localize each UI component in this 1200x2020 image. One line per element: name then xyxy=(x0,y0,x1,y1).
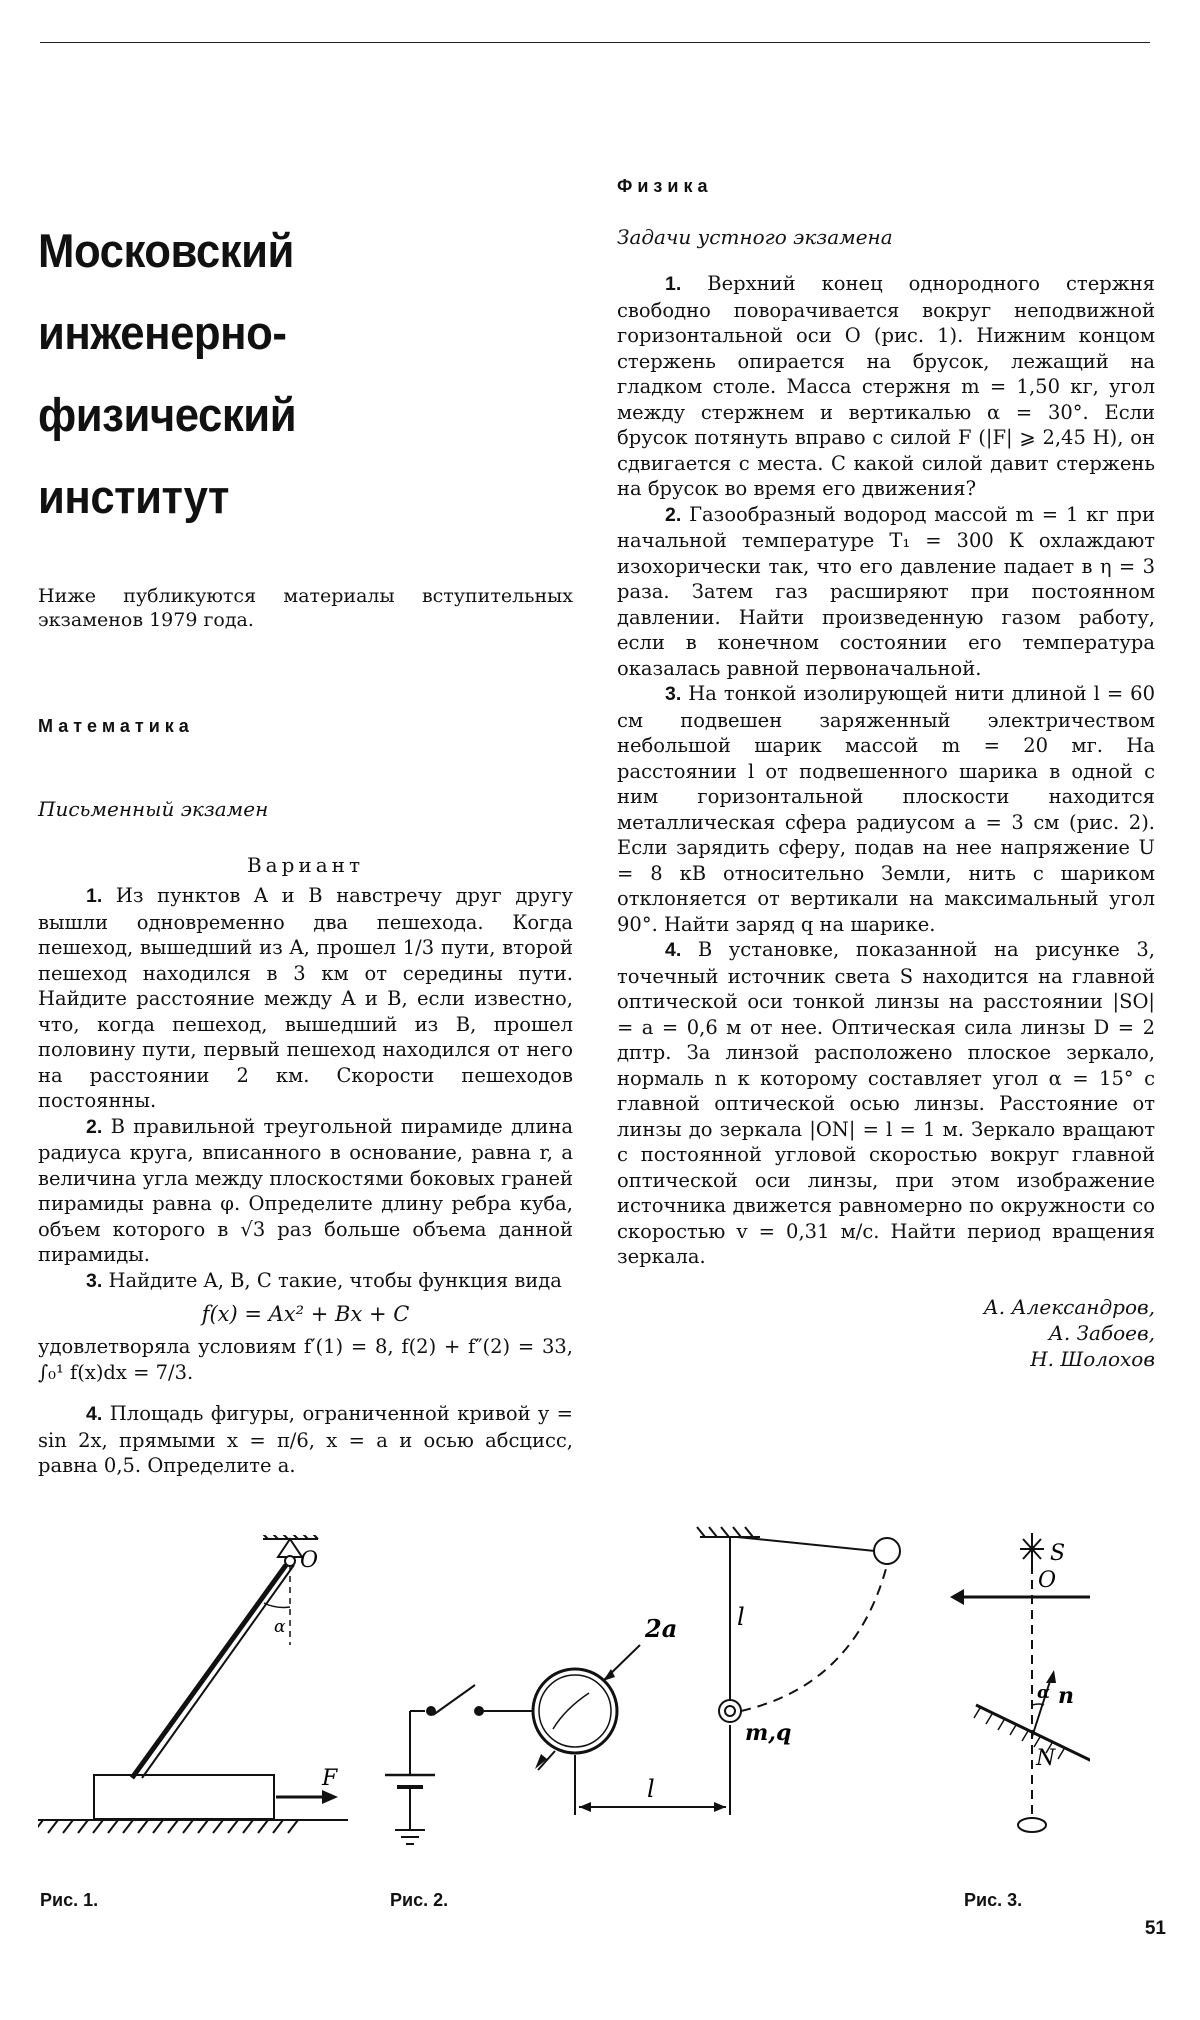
problem-text: Верхний конец однородного стержня свободно поворачивается вокруг неподвижной горизонтальной оси O (рис. 1). Нижним концом стержень опирается на брусок, лежащий на гладком столе. Масса стержня m = 1,50 кг, угол между стержнем и вертикалью α = 30°. Если брусок потянуть вправо с силой F (|F| ⩾ 2,45 Н), он сдвигается с места. С какой силой давит стержень на брусок во время его движения? xyxy=(617,272,1155,500)
problem-text: Площадь фигуры, ограниченной кривой y = sin 2x, прямыми x = π/6, x = a и осью абсцисс, равна 0,5. Определите a. xyxy=(38,1402,573,1477)
deflected-thread xyxy=(737,1537,875,1551)
right-column xyxy=(617,176,1155,1372)
label-O: O xyxy=(1038,1568,1057,1593)
label-mq: m,q xyxy=(745,1720,792,1746)
charged-ball xyxy=(719,1700,741,1722)
problem-number: 1. xyxy=(86,885,103,907)
author-1: А. Александров, xyxy=(983,1294,1155,1319)
problem-text: Газообразный водород массой m = 1 кг при начальной температуре T₁ = 300 К охлаждают изохорически так, что его давление падает в η = 3 раза. Затем газ расширяют при постоянном давлении. Найти произведенную газом работу, если в конечном состоянии его температура оказалась равной первоначальной. xyxy=(617,502,1155,680)
switch xyxy=(433,1685,475,1715)
problem-number: 2. xyxy=(86,1115,103,1138)
math-problem-1 xyxy=(38,883,573,1114)
label-l-vertical: l xyxy=(737,1603,745,1631)
problem-number: 4. xyxy=(86,1403,103,1425)
label-alpha: α xyxy=(1037,1683,1051,1703)
problem-text: В правильной треугольной пирамиде длина радиуса круга, вписанного в основание, равна r, а величина угла между плоскостями боковых граней пирамиды равна φ. Определите длину ребра куба, объем которого в √3 раз больше объема данной пирамиды. xyxy=(38,1114,573,1266)
problem-number: 3. xyxy=(665,683,682,705)
figure-2-caption: Рис. 2. xyxy=(390,1890,449,1910)
figure-3 xyxy=(940,1525,1090,1855)
figure-1 xyxy=(38,1535,358,1860)
math-problem-3 xyxy=(38,1268,573,1295)
problem-number: 3. xyxy=(86,1269,103,1292)
math-problem-3-conditions: удовлетворяла условиям f′(1) = 8, f(2) + f″(2) = 33, ∫₀¹ f(x)dx = 7/3. xyxy=(38,1335,573,1384)
rotation-indicator xyxy=(1018,1818,1046,1832)
angle-arc xyxy=(264,1603,290,1608)
label-l-horizontal: l xyxy=(647,1775,655,1803)
label-F: F xyxy=(322,1766,338,1791)
math-formula: f(x) = Ax² + Bx + C xyxy=(201,1302,410,1326)
label-N: N xyxy=(1036,1746,1056,1771)
physics-problem-3 xyxy=(617,681,1155,937)
problem-number: 2. xyxy=(665,503,682,526)
figure-1-caption: Рис. 1. xyxy=(40,1890,99,1910)
figure-2 xyxy=(375,1525,915,1865)
figure-3-caption: Рис. 3. xyxy=(964,1890,1023,1910)
problem-text: Из пунктов A и B навстречу друг другу вышли одновременно два пешехода. Когда пешеход, вышедший из A, прошел 1/3 пути, второй пешеход находился в 3 км от середины пути. Найдите расстояние между A и B, если известно, что, когда пешеход, вышедший из B, прошел половину пути, первый пешеход находился от него на расстоянии 2 км. Скорости пешеходов постоянны. xyxy=(38,884,573,1112)
problem-number: 1. xyxy=(665,273,682,295)
metal-sphere xyxy=(533,1669,617,1753)
physics-problem-2 xyxy=(617,502,1155,682)
physics-problem-4 xyxy=(617,937,1155,1270)
page-number: 51 xyxy=(1144,1918,1166,1939)
ball-trajectory xyxy=(741,1565,887,1711)
pivot-axis xyxy=(285,1556,295,1566)
title-line-1: Московский xyxy=(38,224,294,277)
top-rule xyxy=(40,42,1150,43)
article-title xyxy=(38,210,536,538)
authors xyxy=(617,1294,1155,1372)
physics-problem-1 xyxy=(617,271,1155,502)
physics-section-heading: Физика xyxy=(617,176,713,196)
variant-heading: Вариант xyxy=(246,853,365,877)
left-column xyxy=(38,210,573,1479)
problem-text: Найдите A, B, C такие, чтобы функция вида xyxy=(108,1268,562,1292)
math-problem-2 xyxy=(38,1114,573,1268)
problem-number: 4. xyxy=(665,939,682,961)
label-O: O xyxy=(300,1548,319,1573)
label-2a: 2a xyxy=(645,1614,678,1643)
problem-text: На тонкой изолирующей нити длиной l = 60 см подвешен заряженный электричеством небольшой шарик массой m = 20 мг. На расстоянии l от подвешенного шарика в одной с ним горизонтальной плоскости находится металлическая сфера радиусом a = 3 см (рис. 2). Если зарядить сферу, подав на нее напряжение U = 8 кВ относительно Земли, нить с шариком отклоняется от вертикали на максимальный угол 90°. Найти заряд q на шарике. xyxy=(617,682,1155,936)
math-subsection-heading: Письменный экзамен xyxy=(38,797,269,821)
problem-text: В установке, показанной на рисунке 3, точечный источник света S находится на главной оптической оси тонкой линзы на расстоянии |SO| = a = 0,6 м от нее. Оптическая сила линзы D = 2 дптр. За линзой расположено плоское зеркало, нормаль n к которому составляет угол α = 15° с главной оптической осью линзы. Расстояние от линзы до зеркала |ON| = l = 1 м. Зеркало вращают с постоянной угловой скоростью вокруг главной оптической оси линзы, при этом изображение источника движется равномерно по окружности со скоростью v = 0,31 м/с. Найти период вращения зеркала. xyxy=(617,938,1156,1268)
physics-subsection-heading: Задачи устного экзамена xyxy=(617,225,893,249)
force-arrowhead xyxy=(322,1790,338,1804)
intro-text: Ниже публикуются материалы вступительных экзаменов 1979 года. xyxy=(38,585,573,631)
rod xyxy=(132,1565,286,1778)
math-section-heading: Математика xyxy=(38,716,194,736)
author-2: А. Забоев, xyxy=(1048,1320,1155,1345)
label-alpha: α xyxy=(274,1617,286,1637)
label-n: n xyxy=(1058,1683,1074,1709)
title-line-3: институт xyxy=(38,470,229,523)
deflected-ball xyxy=(874,1538,900,1564)
block xyxy=(94,1775,274,1819)
pivot-mount xyxy=(278,1539,302,1557)
author-3: Н. Шолохов xyxy=(1030,1346,1155,1371)
mirror-angle-arc xyxy=(1032,1704,1044,1705)
math-problem-4 xyxy=(38,1401,573,1479)
label-S: S xyxy=(1050,1541,1066,1566)
title-line-2: инженерно-физический xyxy=(38,306,297,441)
